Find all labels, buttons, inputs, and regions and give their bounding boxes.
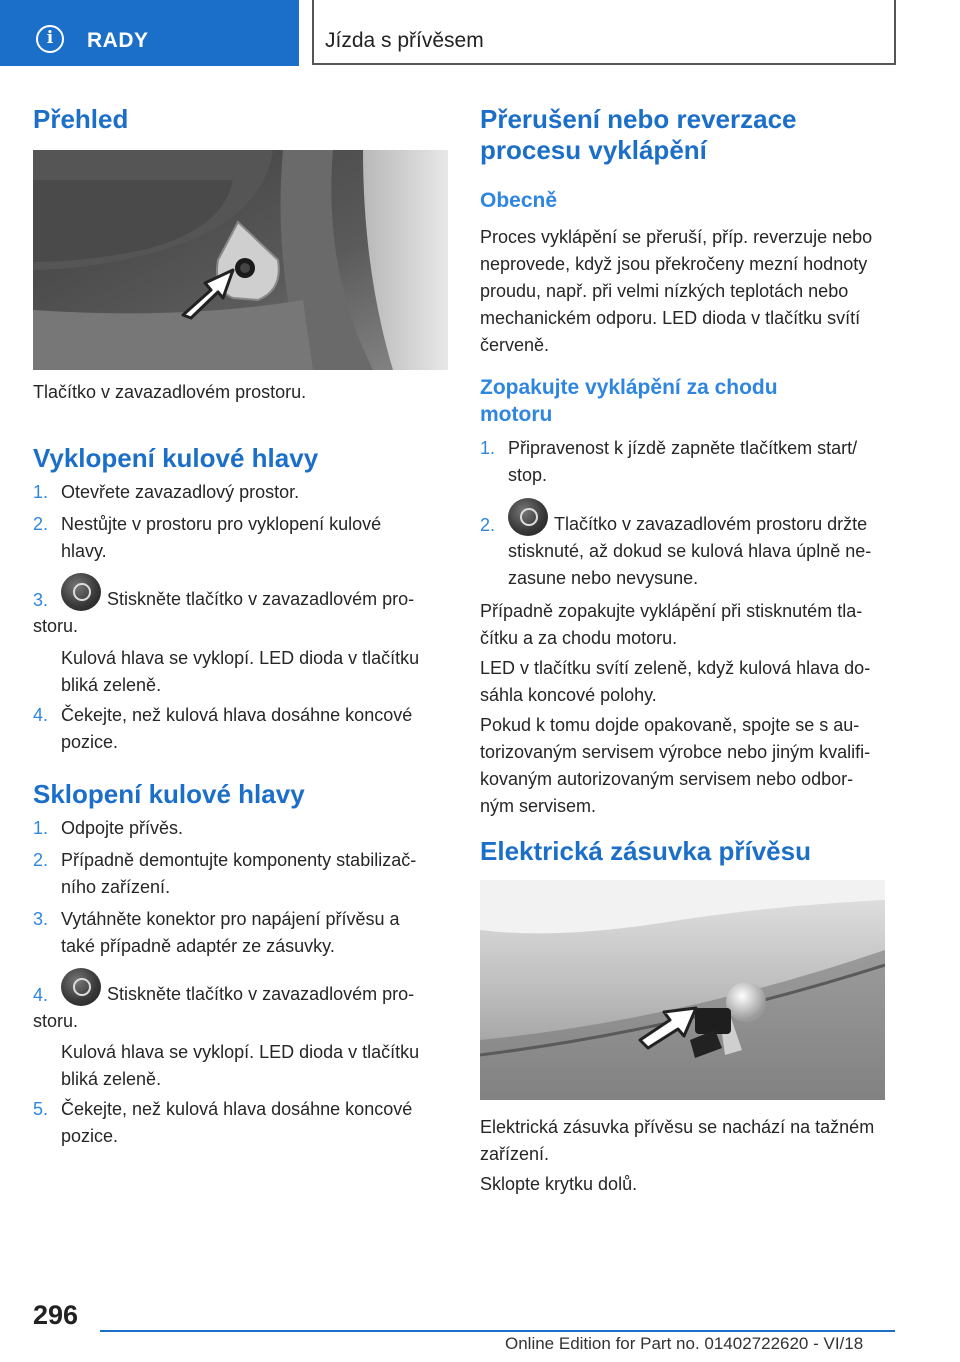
list-item	[33, 587, 448, 641]
paragraph-line: Pokud k tomu dojde opakovaně, spojte se s au-	[480, 715, 860, 735]
list-item	[480, 435, 898, 489]
step-text: Kulová hlava se vyklopí. LED dioda v tlačítku	[61, 1042, 420, 1062]
paragraph-line: Případně zopakujte vyklápění při stisknutém tla-	[480, 601, 863, 621]
page-number: 296	[33, 1300, 79, 1330]
paragraph-line: kovaným autorizovaným servisem nebo odbor-	[480, 769, 854, 789]
step-text: Tlačítko v zavazadlovém prostoru držte	[554, 514, 868, 534]
edition-info: Online Edition for Part no. 01402722620 - VI/18	[505, 1334, 864, 1353]
paragraph-line: proudu, např. při velmi nízkých teplotách nebo	[480, 281, 849, 301]
trailer-socket-photo	[480, 880, 885, 1100]
general-subheading: Obecně	[480, 189, 558, 212]
step-text: hlavy.	[61, 541, 107, 561]
step-text: pozice.	[61, 1126, 119, 1146]
list-item	[33, 645, 448, 699]
step-number: 1.	[33, 482, 49, 502]
list-item	[33, 702, 448, 756]
step-number: 5.	[33, 1099, 49, 1119]
list-item	[33, 511, 448, 565]
step-text: stisknuté, až dokud se kulová hlava úplně ne-	[508, 541, 872, 561]
paragraph-line: Proces vyklápění se přeruší, příp. reverzuje nebo	[480, 227, 873, 247]
trunk-button-photo	[33, 150, 448, 370]
trailer-socket-illustration	[480, 880, 885, 1100]
step-number: 2.	[480, 515, 496, 535]
chapter-title: Jízda s přívěsem	[325, 29, 484, 52]
deploy-heading: Vyklopení kulové hlavy	[33, 443, 319, 473]
step-number: 1.	[33, 818, 49, 838]
socket-caption	[480, 1114, 874, 1168]
general-paragraph	[480, 224, 872, 359]
list-item	[33, 479, 448, 506]
stow-heading: Sklopení kulové hlavy	[33, 779, 305, 809]
list-item	[33, 1039, 448, 1093]
step-text: bliká zeleně.	[61, 675, 162, 695]
step-text: Čekejte, než kulová hlava dosáhne koncové	[61, 705, 413, 725]
overview-caption: Tlačítko v zavazadlovém prostoru.	[33, 382, 307, 402]
list-item	[480, 512, 898, 593]
step-number: 4.	[33, 985, 49, 1005]
paragraph-line: ným servisem.	[480, 796, 597, 816]
step-text: Případně demontujte komponenty stabilizač-	[61, 850, 417, 870]
socket-instruction: Sklopte krytku dolů.	[480, 1174, 638, 1194]
step-number: 2.	[33, 850, 49, 870]
list-item	[33, 815, 448, 842]
trunk-button-illustration	[33, 150, 448, 370]
paragraph-line: mechanickém odporu. LED dioda v tlačítku svítí	[480, 308, 861, 328]
step-number: 3.	[33, 590, 49, 610]
list-item	[33, 847, 448, 901]
step-number: 2.	[33, 514, 49, 534]
step-text: Čekejte, než kulová hlava dosáhne koncové	[61, 1099, 413, 1119]
info-icon: i	[36, 25, 64, 53]
step-number: 4.	[33, 705, 49, 725]
step-text: Připravenost k jízdě zapněte tlačítkem start/	[508, 438, 858, 458]
section-label: RADY	[87, 29, 149, 52]
repeat-subheading-line1: Zopakujte vyklápění za chodu	[480, 376, 778, 399]
paragraph-line: LED v tlačítku svítí zeleně, když kulová hlava do-	[480, 658, 871, 678]
repeat-paragraph-3	[480, 712, 870, 820]
step-text: Otevřete zavazadlový prostor.	[61, 482, 300, 502]
step-text: bliká zeleně.	[61, 1069, 162, 1089]
footer-divider	[100, 1330, 895, 1332]
paragraph-line: neprovede, když jsou překročeny mezní hodnoty	[480, 254, 868, 274]
interrupt-heading-line2: procesu vyklápění	[480, 135, 707, 165]
trailer-hitch-button-icon	[61, 968, 101, 1006]
step-number: 1.	[480, 438, 496, 458]
paragraph-line: zařízení.	[480, 1144, 550, 1164]
step-text: Kulová hlava se vyklopí. LED dioda v tlačítku	[61, 648, 420, 668]
step-text: Stiskněte tlačítko v zavazadlovém pro-	[107, 589, 415, 609]
repeat-paragraph-2	[480, 655, 870, 709]
step-number: 3.	[33, 909, 49, 929]
step-text: také případně adaptér ze zásuvky.	[61, 936, 335, 956]
step-text: stop.	[508, 465, 548, 485]
list-item	[33, 906, 448, 960]
socket-heading: Elektrická zásuvka přívěsu	[480, 836, 811, 866]
paragraph-line: červeně.	[480, 335, 550, 355]
list-item	[33, 1096, 448, 1150]
trailer-hitch-button-icon	[61, 573, 101, 611]
step-text: pozice.	[61, 732, 119, 752]
paragraph-line: sáhla koncové polohy.	[480, 685, 657, 705]
paragraph-line: čítku a za chodu motoru.	[480, 628, 678, 648]
repeat-subheading-line2: motoru	[480, 403, 553, 426]
step-text: Nestůjte v prostoru pro vyklopení kulové	[61, 514, 382, 534]
step-text: Stiskněte tlačítko v zavazadlovém pro-	[107, 984, 415, 1004]
paragraph-line: torizovaným servisem výrobce nebo jiným kvalifi-	[480, 742, 871, 762]
list-item	[33, 982, 448, 1036]
trailer-hitch-button-icon	[508, 498, 548, 536]
step-text: storu.	[33, 616, 79, 636]
overview-heading: Přehled	[33, 104, 129, 134]
paragraph-line: Elektrická zásuvka přívěsu se nachází na tažném	[480, 1117, 875, 1137]
step-text: zasune nebo nevysune.	[508, 568, 699, 588]
step-text: Odpojte přívěs.	[61, 818, 184, 838]
interrupt-heading-line1: Přerušení nebo reverzace	[480, 104, 797, 134]
step-text: storu.	[33, 1011, 79, 1031]
step-text: ního zařízení.	[61, 877, 171, 897]
repeat-paragraph-1	[480, 598, 862, 652]
step-text: Vytáhněte konektor pro napájení přívěsu a	[61, 909, 400, 929]
